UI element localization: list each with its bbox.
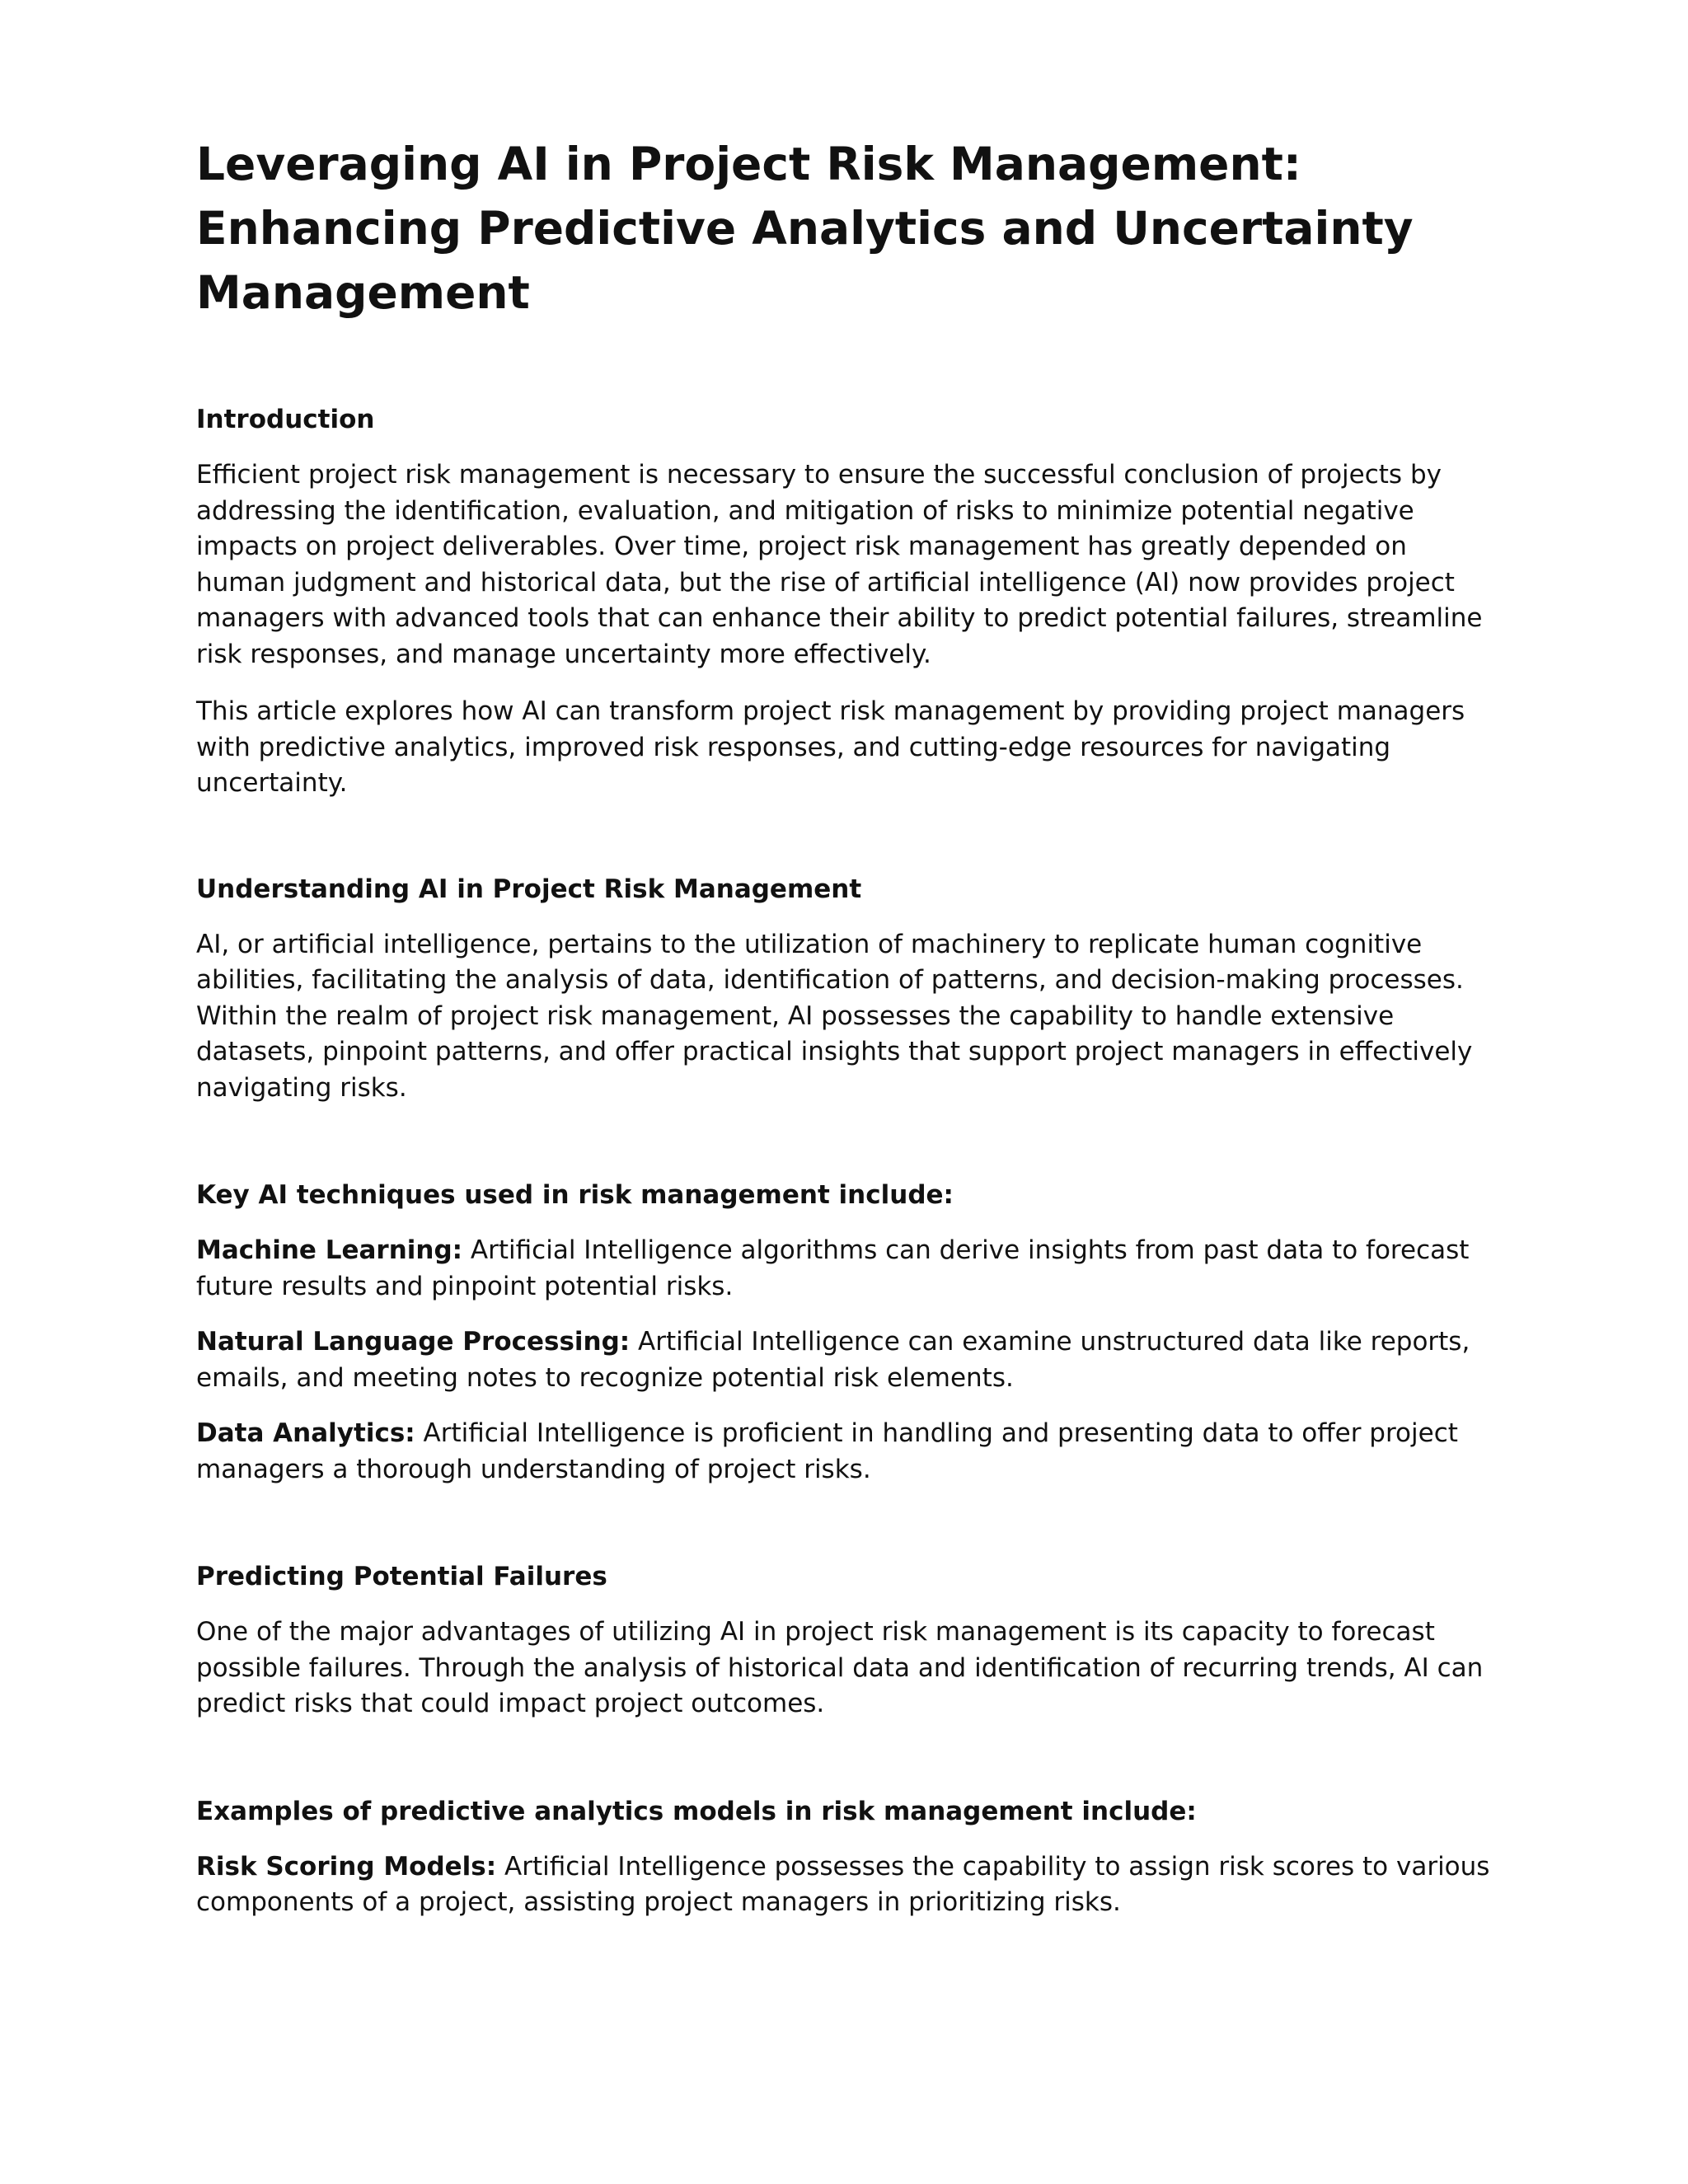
model-description: Artificial Intelligence possesses the capability to assign risk scores to various components of a project, assisting project managers in prioritizing risks.	[196, 1851, 1490, 1917]
technique-item-machine-learning	[196, 1233, 1498, 1305]
technique-term: Machine Learning:	[196, 1235, 463, 1265]
technique-term: Natural Language Processing:	[196, 1327, 631, 1357]
understanding-ai-heading: Understanding AI in Project Risk Management	[196, 874, 862, 904]
technique-description: Artificial Intelligence is proficient in handling and presenting data to offer project managers a thorough understanding of project risks.	[196, 1418, 1458, 1484]
predicting-failures-heading: Predicting Potential Failures	[196, 1562, 607, 1591]
technique-description: Artificial Intelligence can examine unstructured data like reports, emails, and meeting notes to recognize potential risk elements.	[196, 1327, 1470, 1393]
technique-item-natural-language-processing	[196, 1324, 1498, 1396]
predictive-models-heading: Examples of predictive analytics models in risk management include:	[196, 1796, 1197, 1826]
key-techniques-heading: Key AI techniques used in risk management include:	[196, 1180, 954, 1210]
model-item-risk-scoring	[196, 1849, 1498, 1921]
introduction-paragraph-1: Efficient project risk management is necessary to ensure the successful conclusion of projects by addressing the identification, evaluation, and mitigation of risks to minimize potential negative impacts on project deliverables. Over time, project risk management has greatly depended on human judgment and historical data, but the rise of artificial intelligence (AI) now provides project managers with advanced tools that can enhance their ability to predict potential failures, streamline risk responses, and manage uncertainty more effectively.	[196, 460, 1483, 669]
document-title: Leveraging AI in Project Risk Management: Enhancing Predictive Analytics and Uncertainty Management	[196, 138, 1414, 319]
introduction-heading: Introduction	[196, 405, 375, 434]
predicting-failures-paragraph: One of the major advantages of utilizing AI in project risk management is its capacity to forecast possible failures. Through the analysis of historical data and identification of recurring trends, AI can predict risks that could impact project outcomes.	[196, 1617, 1484, 1718]
technique-term: Data Analytics:	[196, 1418, 415, 1448]
understanding-ai-paragraph: AI, or artificial intelligence, pertains to the utilization of machinery to replicate human cognitive abilities, facilitating the analysis of data, identification of patterns, and decision-making processes. Within the realm of project risk management, AI possesses the capability to handle extensive datasets, pinpoint patterns, and offer practical insights that support project managers in effectively navigating risks.	[196, 929, 1473, 1103]
technique-description: Artificial Intelligence algorithms can derive insights from past data to forecast future results and pinpoint potential risks.	[196, 1235, 1470, 1301]
technique-item-data-analytics	[196, 1416, 1498, 1488]
introduction-paragraph-2: This article explores how AI can transform project risk management by providing project managers with predictive analytics, improved risk responses, and cutting-edge resources for navigating uncertainty.	[196, 696, 1465, 798]
document-page	[196, 132, 1498, 1921]
model-term: Risk Scoring Models:	[196, 1851, 497, 1882]
